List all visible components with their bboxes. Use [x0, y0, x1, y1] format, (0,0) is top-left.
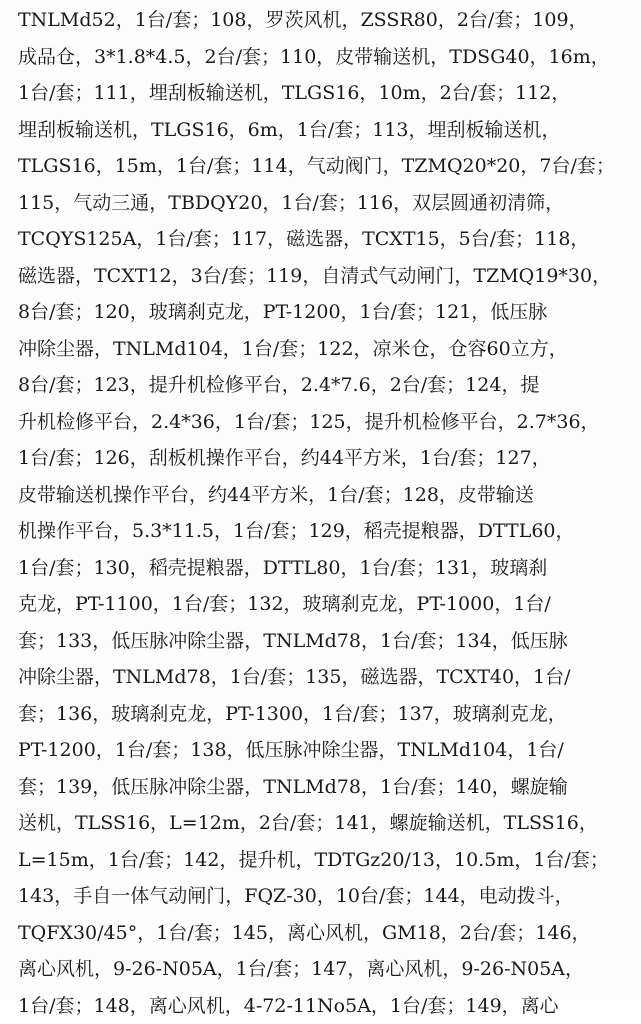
text-line: 1台/套；148，离心风机，4-72-11No5A，1台/套；149，离心 — [18, 988, 623, 1024]
text-line: 115，气动三通，TBDQY20，1台/套；116，双层圆通初清筛， — [18, 185, 623, 222]
text-line: TNLMd52，1台/套；108，罗茨风机，ZSSR80，2台/套；109， — [18, 2, 623, 39]
text-line: 埋刮板输送机，TLGS16，6m，1台/套；113，埋刮板输送机， — [18, 112, 623, 149]
text-line: 1台/套；130，稻壳提粮器，DTTL80，1台/套；131，玻璃刹 — [18, 550, 623, 587]
text-line: 8台/套；123，提升机检修平台，2.4*7.6，2台/套；124，提 — [18, 367, 623, 404]
text-line: 升机检修平台，2.4*36，1台/套；125，提升机检修平台，2.7*36， — [18, 404, 623, 441]
text-line: 离心风机，9-26-N05A，1台/套；147，离心风机，9-26-N05A， — [18, 951, 623, 988]
text-line: 机操作平台，5.3*11.5，1台/套；129，稻壳提粮器，DTTL60， — [18, 513, 623, 550]
text-line: TLGS16，15m，1台/套；114，气动阀门，TZMQ20*20，7台/套； — [18, 148, 623, 185]
text-line: 磁选器，TCXT12，3台/套；119，自清式气动闸门，TZMQ19*30， — [18, 258, 623, 295]
text-line: TCQYS125A，1台/套；117，磁选器，TCXT15，5台/套；118， — [18, 221, 623, 258]
text-line: 套；133，低压脉冲除尘器，TNLMd78，1台/套；134，低压脉 — [18, 623, 623, 660]
text-line: L=15m，1台/套；142，提升机，TDTGz20/13，10.5m，1台/套； — [18, 842, 623, 879]
text-line: 冲除尘器，TNLMd78，1台/套；135，磁选器，TCXT40，1台/ — [18, 659, 623, 696]
text-line: 送机，TLSS16，L=12m，2台/套；141，螺旋输送机，TLSS16， — [18, 805, 623, 842]
text-line: 套；139，低压脉冲除尘器，TNLMd78，1台/套；140，螺旋输 — [18, 769, 623, 806]
text-line: 冲除尘器，TNLMd104，1台/套；122，凉米仓，仓容60立方， — [18, 331, 623, 368]
text-line: 1台/套；126，刮板机操作平台，约44平方米，1台/套；127， — [18, 440, 623, 477]
text-line: 皮带输送机操作平台，约44平方米，1台/套；128，皮带输送 — [18, 477, 623, 514]
equipment-list-text — [18, 2, 623, 1024]
text-line: 1台/套；111，埋刮板输送机，TLGS16，10m，2台/套；112， — [18, 75, 623, 112]
text-line: PT-1200，1台/套；138，低压脉冲除尘器，TNLMd104，1台/ — [18, 732, 623, 769]
text-line: 套；136，玻璃刹克龙，PT-1300，1台/套；137，玻璃刹克龙， — [18, 696, 623, 733]
text-line: 成品仓，3*1.8*4.5，2台/套；110，皮带输送机，TDSG40，16m， — [18, 39, 623, 76]
text-line: TQFX30/45°，1台/套；145，离心风机，GM18，2台/套；146， — [18, 915, 623, 952]
text-line: 143，手自一体气动闸门，FQZ-30，10台/套；144，电动拨斗， — [18, 878, 623, 915]
text-line: 克龙，PT-1100，1台/套；132，玻璃刹克龙，PT-1000，1台/ — [18, 586, 623, 623]
text-line: 8台/套；120，玻璃刹克龙，PT-1200，1台/套；121，低压脉 — [18, 294, 623, 331]
